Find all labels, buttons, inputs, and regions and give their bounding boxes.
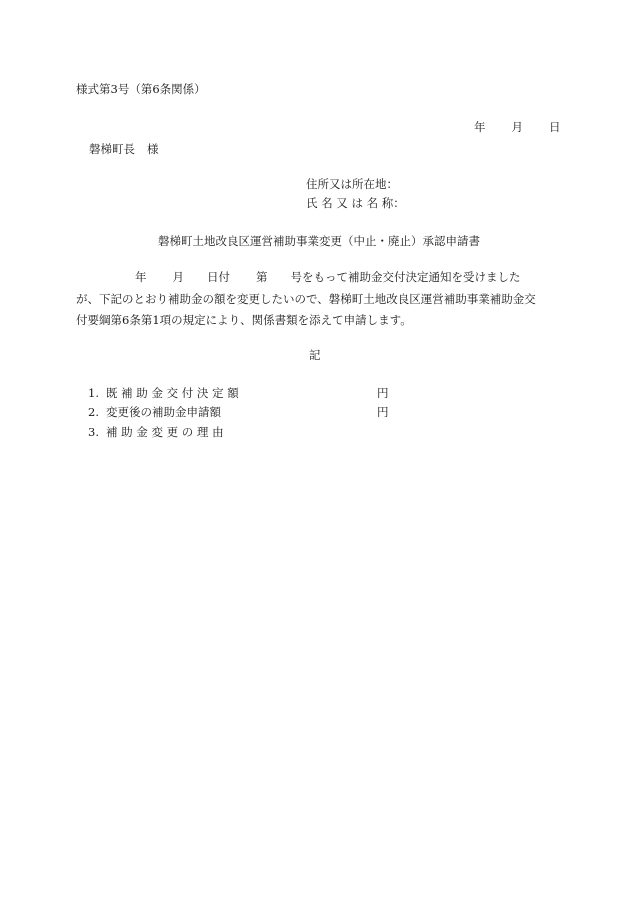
body-dated: 日付 xyxy=(207,270,230,284)
name-label: 氏 名 又 は 名 称： xyxy=(306,196,405,210)
body-line-3: 付要綱第6条第1項の規定により、関係書類を添えて申請します。 xyxy=(76,313,412,327)
address-label: 住所又は所在地： xyxy=(306,177,398,191)
list-item xyxy=(88,388,239,400)
date-day: 日 xyxy=(549,120,561,134)
addressee xyxy=(89,144,159,156)
body-month: 月 xyxy=(172,270,184,284)
body-number-suffix: 号をもって補助金交付決定通知を受けました xyxy=(290,270,521,284)
form-number: 様式第3号（第6条関係） xyxy=(76,82,206,96)
document-title: 磐梯町土地改良区運営補助事業変更（中止・廃止）承認申請書 xyxy=(158,234,480,248)
item-number: 3. xyxy=(88,425,99,439)
date-year: 年 xyxy=(474,120,486,134)
ki-heading: 記 xyxy=(309,348,321,362)
item-label: 補 助 金 変 更 の 理 由 xyxy=(106,425,224,439)
body-year: 年 xyxy=(135,270,147,284)
addressee-name: 磐梯町長 xyxy=(89,142,135,156)
date-month: 月 xyxy=(511,120,523,134)
date-line xyxy=(474,122,561,134)
item-label: 既 補 助 金 交 付 決 定 額 xyxy=(106,386,239,400)
body-number-prefix: 第 xyxy=(256,270,268,284)
body-line-2: が、下記のとおり補助金の額を変更したいので、磐梯町土地改良区運営補助事業補助金交 xyxy=(76,292,536,306)
item-number: 2. xyxy=(88,405,99,419)
item-label: 変更後の補助金申請額 xyxy=(106,405,221,419)
list-item xyxy=(88,427,224,439)
item-number: 1. xyxy=(88,386,99,400)
item-unit: 円 xyxy=(377,405,389,419)
list-item xyxy=(88,407,221,419)
addressee-honorific: 様 xyxy=(147,142,159,156)
item-unit: 円 xyxy=(377,386,389,400)
body-line-1 xyxy=(76,272,521,284)
